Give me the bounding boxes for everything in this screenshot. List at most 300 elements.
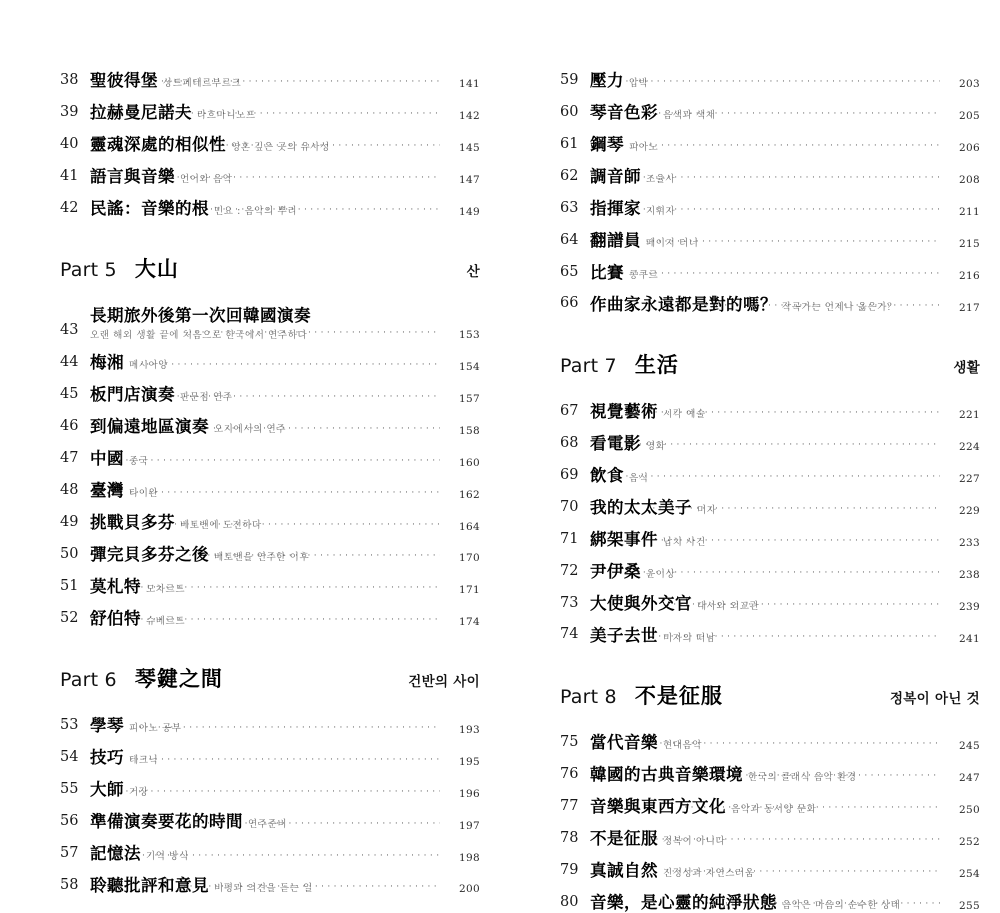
toc-entry-title: 鋼琴 <box>590 134 624 154</box>
toc-entry[interactable] <box>60 134 480 155</box>
toc-part-heading-left <box>560 680 723 710</box>
toc-entry-title: 拉赫曼尼諾夫 <box>90 102 192 122</box>
toc-entry[interactable] <box>60 608 480 629</box>
toc-entry-text <box>90 198 298 219</box>
toc-entry[interactable] <box>60 198 480 219</box>
toc-entry-subtitle: 음식 <box>629 472 649 484</box>
toc-entry-text <box>90 715 182 736</box>
toc-entry-inline <box>590 198 676 219</box>
toc-entry-subtitle: 피아노 공부 <box>129 723 182 735</box>
toc-entry-subtitle: 정복이 아니다 <box>663 835 726 847</box>
toc-entry-inline <box>590 764 857 785</box>
toc-part-korean-title: 건반의 사이 <box>408 674 480 691</box>
toc-entry-body <box>90 448 480 469</box>
toc-entry-title: 到偏遠地區演奏 <box>90 417 209 437</box>
toc-leader-dots <box>684 803 940 814</box>
toc-entry-page-number[interactable]: 196 <box>459 787 480 800</box>
toc-entry-body <box>590 70 980 91</box>
toc-entry[interactable] <box>560 860 980 881</box>
toc-entry-text <box>590 625 716 646</box>
toc-entry-text <box>590 732 703 753</box>
toc-entry-subtitle: 언어와 음악 <box>180 173 233 185</box>
toc-entry-body <box>590 166 980 187</box>
toc-entry-number: 39 <box>60 103 79 120</box>
toc-entry-number: 62 <box>560 167 579 184</box>
toc-entry-body <box>590 732 980 753</box>
toc-part-heading[interactable] <box>60 253 480 283</box>
toc-entry-subtitle: 압박 <box>629 78 649 89</box>
toc-entry-title: 大使與外交官 <box>590 593 692 613</box>
toc-entry-page-number[interactable]: 252 <box>959 836 980 849</box>
toc-entry-subtitle: 납치 사건 <box>663 536 706 548</box>
toc-entry-body <box>590 230 980 251</box>
toc-entry-inline <box>590 529 706 550</box>
toc-entry-subtitle: 음악은 마음의 순수한 상태 <box>782 899 901 911</box>
toc-part-label: Part 6 <box>60 669 117 692</box>
toc-entry-text <box>590 764 857 785</box>
toc-entry-text <box>90 70 242 91</box>
toc-entry[interactable] <box>60 779 480 800</box>
toc-entry[interactable] <box>560 166 980 187</box>
toc-entry-list <box>560 401 980 646</box>
toc-entry[interactable] <box>60 70 480 91</box>
toc-entry-subtitle: 시각 예술 <box>663 409 706 420</box>
toc-entry-inline <box>590 828 726 849</box>
toc-entry-page-number[interactable]: 247 <box>959 772 980 785</box>
toc-entry-number: 59 <box>560 71 579 88</box>
toc-entry-title: 美子去世 <box>590 625 658 645</box>
toc-entry-subtitle: 기억 방식 <box>146 851 189 863</box>
toc-entry-body <box>90 779 480 800</box>
toc-entry-number: 80 <box>560 893 579 910</box>
toc-entry-subtitle: 오랜 해외 생활 끝에 처음으로 한국에서 연주하다 <box>90 329 308 341</box>
toc-entry-page-number[interactable]: 217 <box>959 302 980 314</box>
toc-entry-page-number[interactable]: 224 <box>959 441 980 454</box>
toc-leader-dots <box>633 440 940 451</box>
toc-entry-number: 70 <box>560 498 579 515</box>
toc-entry-title: 飲食 <box>590 465 624 485</box>
toc-entry[interactable] <box>60 843 480 864</box>
toc-entry[interactable] <box>560 134 980 155</box>
toc-entry[interactable] <box>560 465 980 486</box>
toc-entry-subtitle: 타이완 <box>129 488 159 500</box>
toc-entry-page-number[interactable]: 203 <box>959 78 980 91</box>
toc-entry-body <box>90 843 480 864</box>
toc-entry-inline <box>590 262 659 283</box>
toc-entry-inline <box>590 294 898 315</box>
toc-entry-text <box>590 465 649 486</box>
toc-entry-page-number[interactable]: 197 <box>459 819 480 832</box>
toc-part-heading-left <box>560 349 679 379</box>
toc-entry-body <box>590 828 980 849</box>
toc-leader-dots <box>706 301 941 312</box>
toc-entry-inline <box>590 625 716 646</box>
toc-entry-title: 不是征服 <box>590 828 658 848</box>
toc-entry-body <box>90 811 480 832</box>
toc-entry-text <box>90 480 159 501</box>
toc-entry-number: 74 <box>560 626 579 643</box>
toc-entry-title: 莫札特 <box>90 576 141 596</box>
toc-entry-body <box>590 892 980 913</box>
toc-entry-text <box>90 747 159 768</box>
toc-entry[interactable] <box>560 70 980 91</box>
toc-entry[interactable] <box>60 102 480 123</box>
toc-part-heading[interactable] <box>560 680 980 710</box>
toc-entry-inline <box>90 843 189 864</box>
toc-part-title: 生活 <box>634 353 679 377</box>
toc-entry-inline <box>590 497 717 518</box>
toc-entry-page-number[interactable]: 198 <box>459 851 480 864</box>
toc-entry[interactable] <box>60 448 480 469</box>
toc-entry[interactable] <box>60 715 480 736</box>
toc-entry-page-number[interactable]: 250 <box>959 804 980 817</box>
toc-part-korean-title: 생활 <box>953 360 980 376</box>
toc-entry-text <box>590 230 699 251</box>
toc-entry-page-number[interactable]: 206 <box>959 142 980 155</box>
toc-entry-page-number[interactable]: 170 <box>459 552 480 565</box>
toc-entry-body <box>590 262 980 283</box>
toc-entry-number: 52 <box>60 609 79 626</box>
toc-entry-page-number[interactable]: 141 <box>459 78 480 91</box>
toc-entry-number: 55 <box>60 781 79 798</box>
toc-entry-subtitle: 윤이상 <box>646 568 676 580</box>
toc-entry-page-number[interactable]: 162 <box>459 488 480 501</box>
toc-entry-title: 板門店演奏 <box>90 385 175 405</box>
toc-entry-page-number[interactable]: 205 <box>959 110 980 123</box>
toc-entry-title: 民謠：音樂的根 <box>90 198 209 218</box>
toc-entry[interactable] <box>60 576 480 597</box>
toc-entry-page-number[interactable]: 145 <box>459 142 480 155</box>
toc-entry-number: 40 <box>60 135 79 152</box>
toc-entry-number: 41 <box>60 167 79 184</box>
toc-entry-number: 47 <box>60 450 79 467</box>
toc-entry-page-number[interactable]: 227 <box>959 473 980 486</box>
toc-entry[interactable] <box>560 764 980 785</box>
toc-leader-dots <box>168 520 440 531</box>
toc-entry-page-number[interactable]: 142 <box>459 110 480 123</box>
toc-entry[interactable] <box>60 166 480 187</box>
toc-entry-subtitle: 페이지 터너 <box>646 237 699 249</box>
toc-entry-body <box>90 70 480 91</box>
toc-entry[interactable] <box>60 875 480 896</box>
toc-entry[interactable] <box>60 352 480 373</box>
toc-entry-page-number[interactable]: 211 <box>959 206 980 219</box>
toc-part-title: 琴鍵之間 <box>134 667 223 692</box>
toc-entry-body <box>590 796 980 817</box>
toc-entry-subtitle: 작곡가는 언제나 옳은가？ <box>782 301 898 313</box>
toc-entry[interactable] <box>560 796 980 817</box>
toc-entry-inline <box>90 779 149 800</box>
toc-entry-page-number[interactable]: 149 <box>459 206 480 219</box>
toc-entry-number: 51 <box>60 577 79 594</box>
toc-entry-page-number[interactable]: 245 <box>959 740 980 753</box>
toc-entry-title: 語言與音樂 <box>90 166 175 186</box>
toc-entry-number: 45 <box>60 386 79 403</box>
toc-entry-body <box>90 352 480 373</box>
toc-entry-title: 綁架事件 <box>590 529 658 549</box>
toc-entry-title: 比賽 <box>590 262 624 282</box>
toc-entry-list <box>60 305 480 629</box>
toc-entry-page-number[interactable]: 239 <box>959 601 980 614</box>
toc-entry-title: 看電影 <box>590 433 641 453</box>
toc-entry[interactable] <box>60 384 480 405</box>
toc-entry-number: 67 <box>560 402 579 419</box>
toc-entry-list <box>60 715 480 896</box>
toc-entry-subtitle: 조율사 <box>646 173 676 185</box>
toc-entry-body <box>590 625 980 646</box>
toc-entry-inline <box>90 448 149 469</box>
toc-entry-text <box>590 561 676 582</box>
toc-leader-dots <box>176 819 440 830</box>
toc-entry-body <box>590 102 980 123</box>
toc-entry-title: 彈完貝多芬之後 <box>90 545 209 565</box>
toc-entry-page-number[interactable]: 200 <box>459 883 480 896</box>
toc-entry-body <box>590 198 980 219</box>
toc-entry-title: 當代音樂 <box>590 733 658 752</box>
toc-entry-subtitle: 진정성과 자연스러움 <box>663 867 755 879</box>
toc-right-column <box>560 70 980 913</box>
toc-entry[interactable] <box>560 433 980 454</box>
toc-leader-dots <box>158 392 440 403</box>
toc-entry-title: 韓國的古典音樂環境 <box>590 764 743 784</box>
toc-entry-text <box>590 433 666 454</box>
toc-entry[interactable] <box>560 294 980 315</box>
toc-entry[interactable] <box>60 305 480 342</box>
toc-entry-body <box>90 134 480 155</box>
toc-entry-page-number[interactable]: 195 <box>459 755 480 768</box>
toc-leader-dots <box>134 360 440 371</box>
toc-entry-page-number[interactable]: 254 <box>959 868 980 881</box>
toc-entry[interactable] <box>560 625 980 646</box>
toc-entry-number: 73 <box>560 594 579 611</box>
toc-entry-number: 58 <box>60 876 79 893</box>
toc-leader-dots <box>652 109 940 120</box>
toc-entry[interactable] <box>560 732 980 753</box>
toc-entry[interactable] <box>560 230 980 251</box>
toc-entry-page-number[interactable]: 216 <box>959 270 980 283</box>
toc-entry[interactable] <box>560 892 980 913</box>
toc-entry-text <box>590 70 649 91</box>
toc-entry-page-number[interactable]: 164 <box>459 520 480 533</box>
toc-entry-number: 56 <box>60 813 79 830</box>
toc-entry[interactable] <box>60 544 480 565</box>
toc-entry-text <box>90 166 233 187</box>
toc-entry[interactable] <box>560 561 980 582</box>
toc-entry-inline <box>90 352 169 373</box>
toc-leader-dots <box>175 424 440 435</box>
toc-entry-inline <box>90 715 182 736</box>
toc-entry-subtitle: 베토벤에 도전하다 <box>180 520 262 532</box>
toc-entry-page-number[interactable]: 153 <box>459 328 480 341</box>
toc-entry-inline <box>590 433 666 454</box>
toc-entry-text <box>590 860 755 881</box>
toc-entry-inline <box>590 732 703 753</box>
toc-entry-title: 音樂與東西方文化 <box>590 796 726 816</box>
toc-entry-title: 挑戰貝多芬 <box>90 513 175 533</box>
toc-entry-text <box>90 843 189 864</box>
toc-entry-number: 53 <box>60 717 79 734</box>
toc-entry-subtitle: 음악과 동서양 문화 <box>731 803 817 815</box>
toc-entry-inline <box>90 70 242 91</box>
toc-leader-dots <box>695 771 940 782</box>
toc-entry-subtitle: 대사와 외교관 <box>697 600 760 612</box>
toc-entry-title: 準備演奏要花的時間 <box>90 812 243 832</box>
toc-entry-body <box>90 512 480 533</box>
toc-entry-body <box>590 593 980 614</box>
toc-entry-page-number[interactable]: 174 <box>459 616 480 629</box>
toc-leader-dots <box>630 141 940 152</box>
toc-entry-number: 63 <box>560 199 579 216</box>
toc-entry-page-number[interactable]: 208 <box>959 174 980 187</box>
toc-leader-dots <box>166 109 440 120</box>
toc-entry-inline <box>90 384 233 405</box>
toc-entry-text <box>590 892 901 913</box>
toc-entry-text <box>90 811 288 832</box>
toc-leader-dots <box>126 456 441 467</box>
toc-entry-text <box>90 576 186 597</box>
toc-part-title: 大山 <box>134 257 179 282</box>
toc-entry-title: 音樂，是心靈的純淨狀態 <box>590 892 777 912</box>
toc-entry-number: 71 <box>560 530 579 547</box>
toc-entry-page-number[interactable]: 241 <box>959 633 980 645</box>
toc-entry-body <box>590 561 980 582</box>
toc-entry-subtitle: 판문점 연주 <box>180 392 233 404</box>
toc-entry-page-number[interactable]: 157 <box>459 392 480 405</box>
toc-entry-number: 65 <box>560 263 579 280</box>
toc-entry-title: 大師 <box>90 780 124 800</box>
toc-leader-dots <box>637 173 940 184</box>
toc-entry-inline <box>90 512 262 533</box>
toc-entry-text <box>90 608 186 629</box>
toc-entry-inline <box>90 747 159 768</box>
toc-leader-dots <box>655 835 940 846</box>
toc-entry-page-number[interactable]: 154 <box>459 360 480 373</box>
toc-entry-page-number[interactable]: 215 <box>959 238 980 251</box>
toc-entry-title: 記憶法 <box>90 844 141 864</box>
toc-leader-dots <box>161 77 440 88</box>
toc-entry[interactable] <box>60 512 480 533</box>
toc-entry-subtitle: 메시아앙 <box>129 360 169 372</box>
toc-leader-dots <box>626 472 941 483</box>
toc-entry-list <box>60 70 480 219</box>
toc-entry-title: 尹伊桑 <box>590 561 641 581</box>
toc-entry[interactable] <box>560 262 980 283</box>
toc-leader-dots <box>648 536 940 547</box>
toc-leader-dots <box>141 583 440 594</box>
toc-entry[interactable] <box>60 747 480 768</box>
toc-entry-text <box>590 497 717 518</box>
toc-entry-body <box>590 134 980 155</box>
toc-entry-subtitle: 미자 <box>697 504 717 516</box>
toc-entry-body <box>90 416 480 437</box>
toc-entry-title: 長期旅外後第一次回韓國演奏 <box>90 306 311 326</box>
toc-entry-number: 72 <box>560 562 579 579</box>
toc-entry-page-number[interactable]: 255 <box>959 900 980 913</box>
toc-entry-subtitle: 미자의 떠남 <box>663 632 716 644</box>
toc-entry-inline <box>590 465 649 486</box>
toc-entry-inline <box>90 134 330 155</box>
toc-entry[interactable] <box>560 198 980 219</box>
toc-entry-text <box>590 593 760 614</box>
toc-entry-text <box>590 529 706 550</box>
toc-leader-dots <box>630 269 940 280</box>
toc-entry-page-number[interactable]: 160 <box>459 456 480 469</box>
toc-entry-number: 61 <box>560 135 579 152</box>
toc-entry-text <box>590 401 706 422</box>
toc-entry-body <box>590 465 980 486</box>
toc-entry-body <box>590 764 980 785</box>
toc-entry-page-number[interactable]: 171 <box>459 584 480 597</box>
toc-entry-number: 57 <box>60 844 79 861</box>
toc-entry-page-number[interactable]: 229 <box>959 505 980 518</box>
toc-entry-page-number[interactable]: 147 <box>459 174 480 187</box>
toc-part-heading[interactable] <box>560 349 980 379</box>
toc-entry-inline <box>90 576 186 597</box>
toc-entry-text <box>590 828 726 849</box>
toc-entry[interactable] <box>60 480 480 501</box>
toc-entry-inline <box>590 401 706 422</box>
toc-entry-body <box>90 166 480 187</box>
toc-entry-title: 我的太太美子 <box>590 497 692 517</box>
toc-leader-dots <box>665 867 940 878</box>
toc-entry-inline <box>590 561 676 582</box>
toc-part-heading-left <box>60 663 223 693</box>
toc-entry-subtitle: 피아노 <box>629 141 659 153</box>
toc-entry-title: 聆聽批評和意見 <box>90 876 209 896</box>
toc-entry[interactable] <box>560 529 980 550</box>
toc-entry[interactable] <box>60 416 480 437</box>
toc-entry-title: 琴音色彩 <box>590 102 658 122</box>
toc-entry-number: 75 <box>560 733 579 750</box>
toc-entry-body <box>90 608 480 629</box>
toc-entry-title: 臺灣 <box>90 481 124 501</box>
toc-entry-inline <box>590 593 760 614</box>
toc-entry-body <box>90 305 480 342</box>
toc-leader-dots <box>646 237 940 248</box>
toc-entry-text <box>90 875 313 896</box>
toc-entry-number: 76 <box>560 765 579 782</box>
toc-part-title: 不是征服 <box>634 684 723 708</box>
toc-entry-page-number[interactable]: 238 <box>959 569 980 582</box>
toc-entry-page-number[interactable]: 221 <box>959 409 980 422</box>
toc-entry-title: 指揮家 <box>590 198 641 218</box>
toc-part-korean-title: 산 <box>466 264 480 281</box>
toc-entry[interactable] <box>560 401 980 422</box>
toc-entry-inline <box>90 480 159 501</box>
toc-entry-title: 翻譜員 <box>590 230 641 250</box>
toc-entry-text <box>90 134 330 155</box>
toc-entry[interactable] <box>60 811 480 832</box>
toc-entry-text <box>590 134 659 155</box>
toc-left-column <box>60 70 480 896</box>
toc-entry-text <box>590 294 898 315</box>
toc-entry[interactable] <box>560 102 980 123</box>
toc-entry-page-number[interactable]: 233 <box>959 537 980 550</box>
toc-entry[interactable] <box>560 497 980 518</box>
toc-entry-subtitle: 한국의 클래식 음악 환경 <box>748 771 857 783</box>
toc-entry-number: 64 <box>560 231 579 248</box>
toc-entry-subtitle: 영화 <box>646 440 666 452</box>
toc-entry-page-number[interactable]: 158 <box>459 424 480 437</box>
toc-entry-inline <box>90 198 298 219</box>
toc-entry-title: 聖彼得堡 <box>90 71 158 90</box>
toc-entry[interactable] <box>560 828 980 849</box>
toc-entry-subtitle: 베토벤을 연주한 이후 <box>214 552 310 564</box>
toc-part-heading[interactable] <box>60 663 480 693</box>
toc-entry[interactable] <box>560 593 980 614</box>
toc-entry-subtitle: 콩쿠르 <box>629 269 659 281</box>
toc-entry-page-number[interactable]: 193 <box>459 723 480 736</box>
